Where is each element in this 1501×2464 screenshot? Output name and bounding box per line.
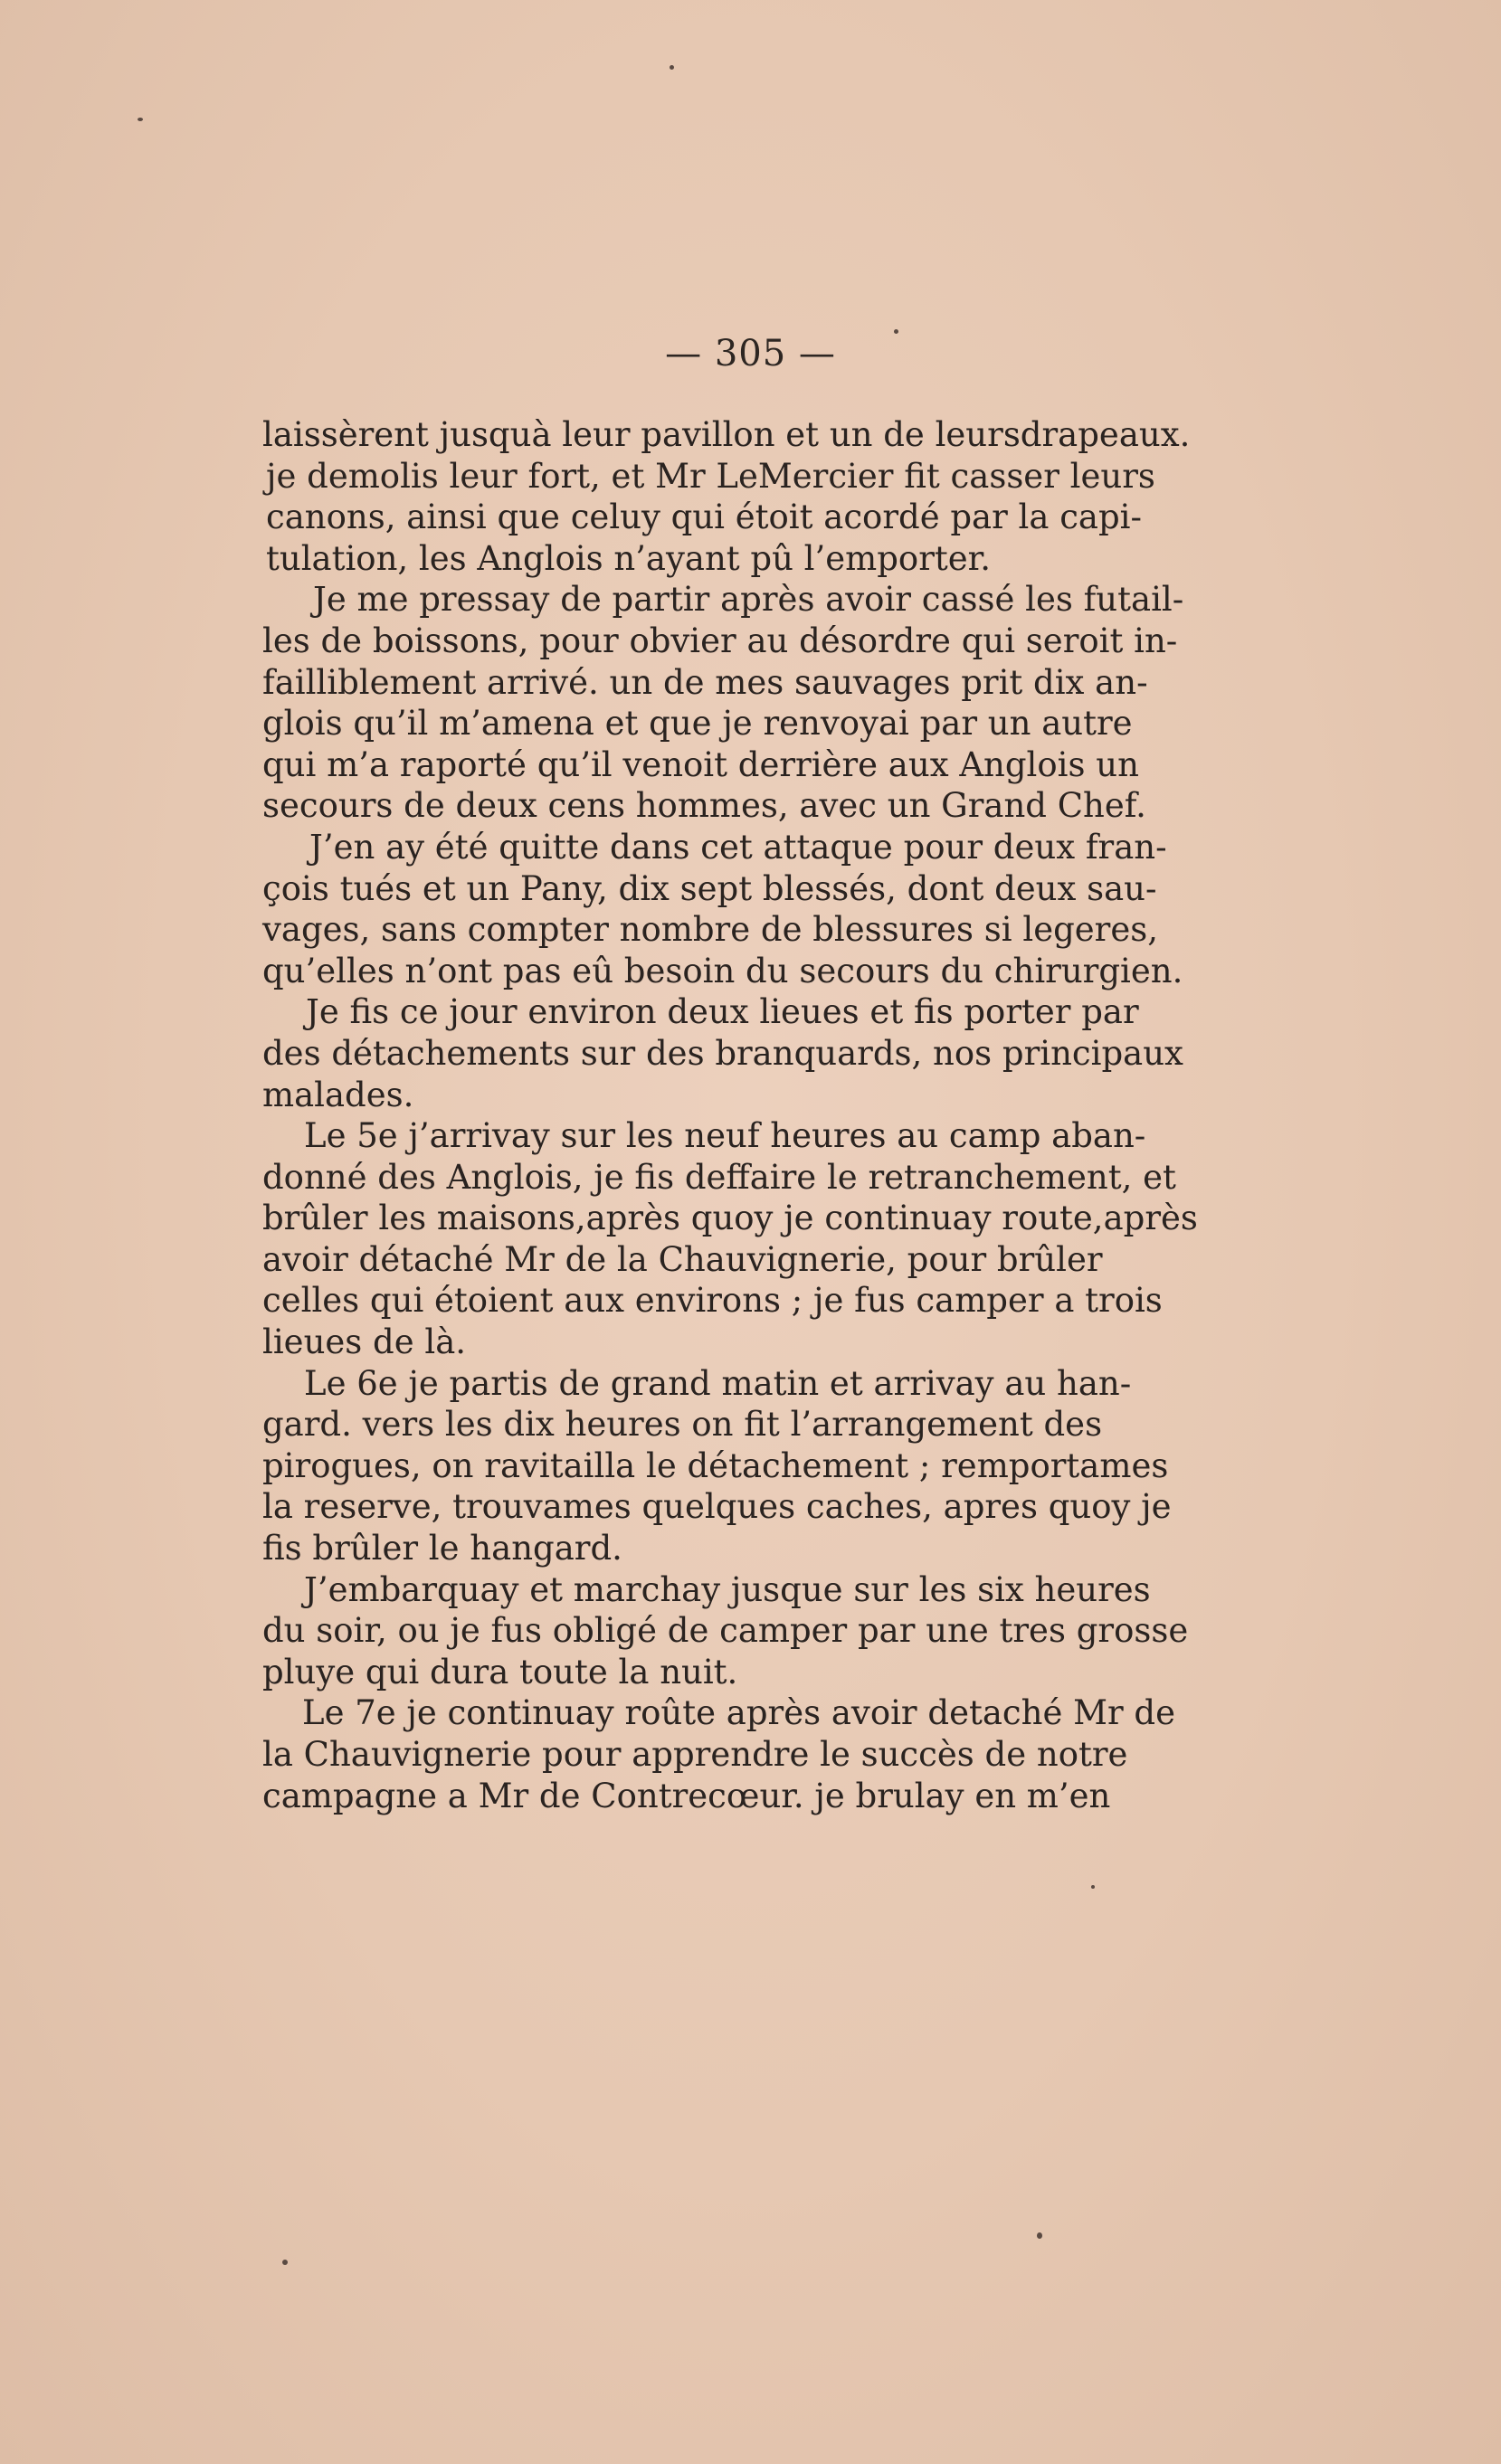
paper-speck: [282, 2260, 288, 2265]
text-line: Le 6e je partis de grand matin et arrivay au han-: [304, 1363, 1132, 1403]
text-line: donné des Anglois, je fis deffaire le retranchement, et: [262, 1157, 1176, 1197]
text-line: laissèrent jusquà leur pavillon et un de leursdrapeaux.: [262, 415, 1191, 454]
paper-speck: [1091, 1885, 1095, 1889]
text-line: brûler les maisons,après quoy je continuay route,après: [262, 1199, 1198, 1238]
text-line: failliblement arrivé. un de mes sauvages prit dix an-: [262, 662, 1148, 702]
text-line: J’embarquay et marchay jusque sur les six heures: [304, 1569, 1151, 1609]
paper-speck: [670, 65, 674, 70]
text-line: Je me pressay de partir après avoir cassé les futail-: [313, 580, 1184, 620]
text-line: la Chauvignerie pour apprendre le succès de notre: [262, 1735, 1128, 1774]
text-line: des détachements sur des branquards, nos principaux: [262, 1033, 1183, 1073]
text-line: pluye qui dura toute la nuit.: [262, 1652, 738, 1692]
text-line: fis brûler le hangard.: [262, 1529, 622, 1568]
text-line: tulation, les Anglois n’ayant pû l’emporter.: [266, 538, 992, 578]
text-line: vages, sans compter nombre de blessures si legeres,: [262, 910, 1159, 950]
text-line: secours de deux cens hommes, avec un Grand Chef.: [262, 786, 1146, 826]
paper-speck: [1037, 2232, 1042, 2239]
text-line: canons, ainsi que celuy qui étoit acordé par la capi-: [266, 498, 1142, 537]
text-line: les de boissons, pour obvier au désordre qui seroit in-: [262, 621, 1178, 660]
text-line: lieues de là.: [262, 1322, 467, 1362]
text-line: J’en ay été quitte dans cet attaque pour deux fran-: [309, 827, 1167, 867]
text-line: la reserve, trouvames quelques caches, apres quoy je: [262, 1487, 1172, 1527]
text-line: avoir détaché Mr de la Chauvignerie, pour brûler: [262, 1239, 1103, 1279]
text-line: Je fis ce jour environ deux lieues et fis porter par: [306, 992, 1139, 1032]
paper-speck: [138, 118, 143, 121]
text-line: campagne a Mr de Contrecœur. je brulay en m’en: [262, 1776, 1111, 1815]
text-line: glois qu’il m’amena et que je renvoyai par un autre: [262, 704, 1133, 744]
text-line: gard. vers les dix heures on fit l’arrangement des: [262, 1405, 1103, 1445]
text-line: je demolis leur fort, et Mr LeMercier fit casser leurs: [266, 456, 1155, 496]
text-line: pirogues, on ravitailla le détachement ; remportames: [262, 1445, 1169, 1485]
page-number: — 305 —: [665, 333, 836, 374]
text-line: qui m’a raporté qu’il venoit derrière aux Anglois un: [262, 744, 1139, 784]
text-line: malades.: [262, 1075, 414, 1114]
text-line: Le 5e j’arrivay sur les neuf heures au camp aban-: [304, 1116, 1146, 1156]
text-line: celles qui étoient aux environs ; je fus camper a trois: [262, 1281, 1163, 1321]
text-line: çois tués et un Pany, dix sept blessés, dont deux sau-: [262, 868, 1157, 908]
text-line: du soir, ou je fus obligé de camper par une tres grosse: [262, 1611, 1189, 1651]
text-line: Le 7e je continuay roûte après avoir detaché Mr de: [302, 1693, 1176, 1733]
text-line: qu’elles n’ont pas eû besoin du secours du chirurgien.: [262, 951, 1183, 990]
body-text: [262, 414, 1221, 1816]
